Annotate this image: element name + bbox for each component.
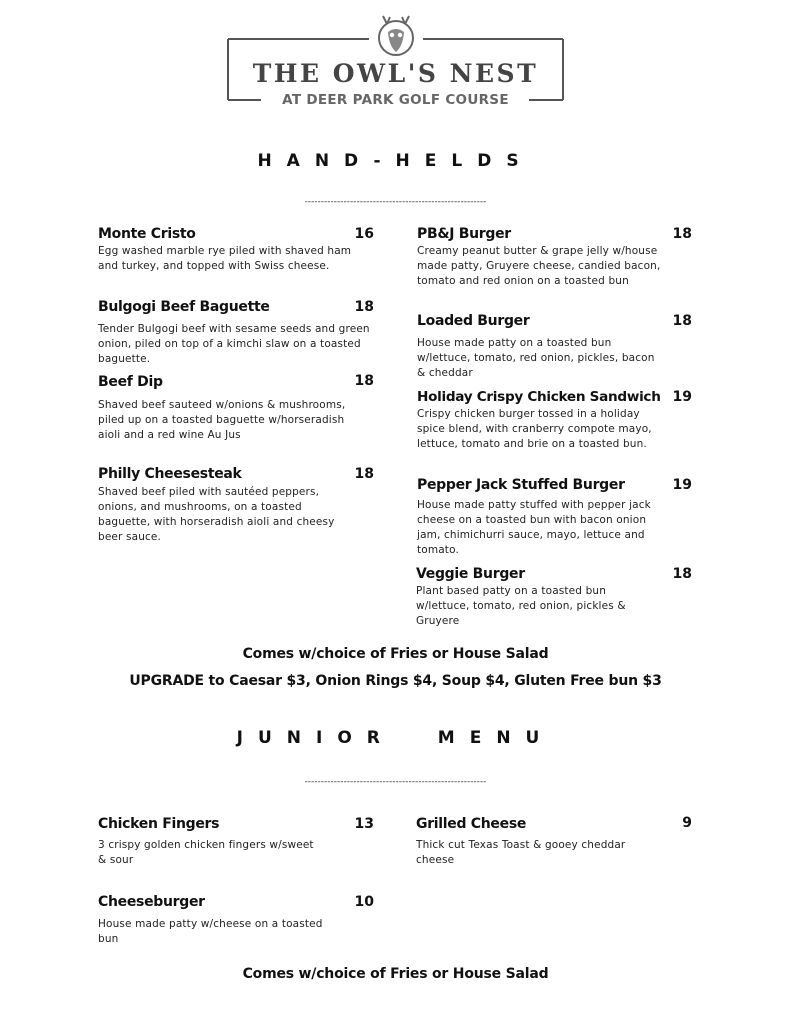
menu-item <box>98 299 374 367</box>
item-price: 9 <box>682 815 692 831</box>
section-title-junior-menu: JUNIOR MENU <box>236 728 555 748</box>
item-description: House made patty on a toasted bun w/lettuce, tomato, red onion, pickles, bacon & cheddar <box>417 337 655 379</box>
item-description: House made patty stuffed with pepper jack cheese on a toasted bun with bacon onion jam, chimichurri sauce, mayo, lettuce and tomato. <box>417 499 651 556</box>
junior-sides-note: Comes w/choice of Fries or House Salad <box>242 966 549 982</box>
item-price: 13 <box>354 816 374 832</box>
item-name: Monte Cristo <box>98 226 196 242</box>
item-price: 16 <box>354 226 374 242</box>
menu-item <box>98 374 374 443</box>
item-name: Beef Dip <box>98 374 163 390</box>
item-price: 18 <box>354 299 374 315</box>
menu-item <box>98 226 374 274</box>
menu-item <box>98 894 374 947</box>
item-name: Philly Cheesesteak <box>98 466 242 482</box>
item-price: 18 <box>672 313 692 329</box>
item-description: Thick cut Texas Toast & gooey cheddar cheese <box>416 839 626 866</box>
item-price: 19 <box>672 477 692 493</box>
owl-deer-emblem-icon <box>379 16 413 55</box>
item-price: 18 <box>354 373 374 389</box>
item-description: Crispy chicken burger tossed in a holiday spice blend, with cranberry compote mayo, lettuce, tomato and brie on a toasted bun. <box>417 408 652 450</box>
item-price: 19 <box>672 389 692 405</box>
item-price: 18 <box>672 226 692 242</box>
item-name: Veggie Burger <box>416 566 525 582</box>
upgrade-note: UPGRADE to Caesar $3, Onion Rings $4, Soup $4, Gluten Free bun $3 <box>129 673 662 689</box>
item-description: Tender Bulgogi beef with sesame seeds and green onion, piled on top of a kimchi slaw on a toasted baguette. <box>98 323 370 365</box>
menu-item <box>98 816 374 868</box>
menu-item <box>416 816 692 868</box>
logo-subtitle: AT DEER PARK GOLF COURSE <box>282 92 509 106</box>
item-name: Grilled Cheese <box>416 816 527 832</box>
logo <box>227 12 564 106</box>
menu-item <box>417 226 692 289</box>
item-description: Egg washed marble rye piled with shaved ham and turkey, and topped with Swiss cheese. <box>98 245 352 272</box>
item-description: Plant based patty on a toasted bun w/lettuce, tomato, red onion, pickles & Gruyere <box>416 585 626 627</box>
item-name: Cheeseburger <box>98 894 205 910</box>
menu-item <box>98 466 374 545</box>
item-name: Holiday Crispy Chicken Sandwich <box>417 389 661 405</box>
item-description: Shaved beef sauteed w/onions & mushrooms, piled up on a toasted baguette w/horseradish aioli and a red wine Au Jus <box>98 399 346 441</box>
section-divider: -------------------------------------------------------- <box>304 777 487 787</box>
menu-item <box>417 389 692 452</box>
section-divider: -------------------------------------------------------- <box>304 197 487 207</box>
menu-item <box>417 477 692 558</box>
item-description: House made patty w/cheese on a toasted bun <box>98 918 323 945</box>
menu-item <box>417 313 692 381</box>
item-description: Shaved beef piled with sautéed peppers, onions, and mushrooms, on a toasted baguette, with horseradish aioli and cheesy beer sauce. <box>98 486 335 543</box>
section-title-handhelds: HAND-HELDS <box>257 151 534 171</box>
item-description: Creamy peanut butter & grape jelly w/house made patty, Gruyere cheese, candied bacon, tomato and red onion on a toasted bun <box>417 245 661 287</box>
item-price: 18 <box>672 566 692 582</box>
item-name: Bulgogi Beef Baguette <box>98 299 270 315</box>
item-name: Chicken Fingers <box>98 816 220 832</box>
item-price: 10 <box>354 894 374 910</box>
item-name: Pepper Jack Stuffed Burger <box>417 477 625 493</box>
item-name: Loaded Burger <box>417 313 530 329</box>
logo-name: THE OWL'S NEST <box>252 59 539 88</box>
item-price: 18 <box>354 466 374 482</box>
item-description: 3 crispy golden chicken fingers w/sweet & sour <box>98 839 314 866</box>
sides-note: Comes w/choice of Fries or House Salad <box>242 646 549 662</box>
menu-item <box>416 566 692 629</box>
item-name: PB&J Burger <box>417 226 511 242</box>
